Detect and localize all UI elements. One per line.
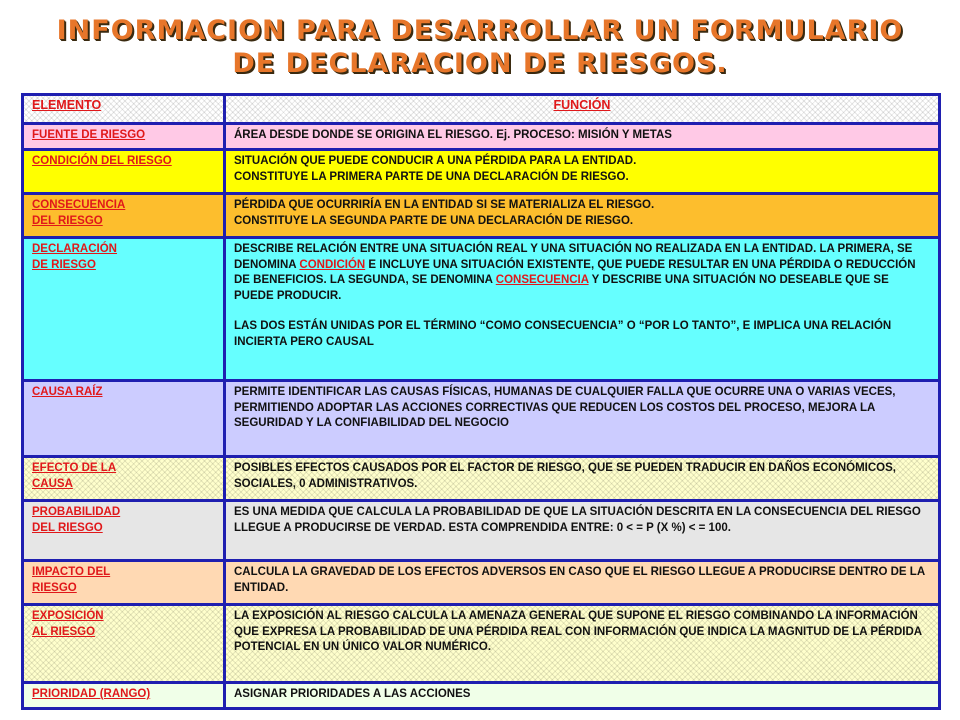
condicion-highlight: CONDICIÓN — [299, 258, 366, 271]
row-text-causa-raiz: PERMITE IDENTIFICAR LAS CAUSAS FÍSICAS, HUMANAS DE CUALQUIER FALLA QUE OCURRE UNA O VARIAS VECES, PERMITIENDO ADOPTAR LAS ACCIONES CORRECTIVAS QUE REDUCEN LOS COSTOS DEL PROCESO, MEJORA LA SEGURIDAD Y LA CONFIABILIDAD DEL NEGOCIO — [225, 381, 940, 457]
consecuencia-highlight: CONSECUENCIA — [495, 274, 589, 286]
row-label-fuente: FUENTE DE RIESGO — [23, 124, 225, 150]
page-title — [0, 14, 960, 80]
row-label-causa-raiz: CAUSA RAÍZ — [23, 381, 225, 457]
row-text-prioridad: ASIGNAR PRIORIDADES A LAS ACCIONES — [225, 683, 940, 709]
row-text-condicion: SITUACIÓN QUE PUEDE CONDUCIR A UNA PÉRDIDA PARA LA ENTIDAD. CONSTITUYE LA PRIMERA PARTE DE UNA DECLARACIÓN DE RIESGO. — [225, 150, 940, 194]
table-row — [23, 501, 940, 561]
row-text-impacto: CALCULA LA GRAVEDAD DE LOS EFECTOS ADVERSOS EN CASO QUE EL RIESGO LLEGUE A PRODUCIRSE DENTRO DE LA ENTIDAD. — [225, 561, 940, 605]
table-row — [23, 194, 940, 238]
table-row — [23, 238, 940, 381]
declaracion-paragraph-1 — [234, 242, 930, 304]
row-label-impacto: IMPACTO DEL RIESGO — [23, 561, 225, 605]
row-text-exposicion: LA EXPOSICIÓN AL RIESGO CALCULA LA AMENAZA GENERAL QUE SUPONE EL RIESGO COMBINANDO LA INFORMACIÓN QUE EXPRESA LA PROBABILIDAD DE UNA PÉRDIDA REAL CON INFORMACIÓN QUE INDICA LA MAGNITUD DE LA PÉRDIDA POTENCIAL EN UN ÚNICO VALOR NUMÉRICO. — [225, 605, 940, 683]
table-row — [23, 561, 940, 605]
row-text-fuente: ÁREA DESDE DONDE SE ORIGINA EL RIESGO. Ej. PROCESO: MISIÓN Y METAS — [225, 124, 940, 150]
row-text-efecto: POSIBLES EFECTOS CAUSADOS POR EL FACTOR DE RIESGO, QUE SE PUEDEN TRADUCIR EN DAÑOS ECONÓMICOS, SOCIALES, 0 ADMINISTRATIVOS. — [225, 457, 940, 501]
declaracion-text-part-1: DESCRIBE RELACIÓN ENTRE UNA SITUACIÓN REAL Y UNA SITUACIÓN NO REALIZADA EN LA ENTIDAD. LA PRIMERA, SE DENOMINA — [234, 243, 913, 271]
row-label-probabilidad: PROBABILIDAD DEL RIESGO — [23, 501, 225, 561]
header-funcion: FUNCIÓN — [225, 95, 940, 124]
row-label-prioridad: PRIORIDAD (RANGO) — [23, 683, 225, 709]
declaracion-text-part-3: Y DESCRIBE UNA SITUACIÓN NO DESEABLE QUE SE PUEDE PRODUCIR. — [234, 274, 889, 302]
row-label-declaracion: DECLARACIÓN DE RIESGO — [23, 238, 225, 381]
row-text-probabilidad: ES UNA MEDIDA QUE CALCULA LA PROBABILIDAD DE QUE LA SITUACIÓN DESCRITA EN LA CONSECUENCIA DEL RIESGO LLEGUE A PRODUCIRSE DE VERDAD. ESTA COMPRENDIDA ENTRE: 0 < = P (X %) < = 100. — [225, 501, 940, 561]
table-header-row — [23, 95, 940, 124]
header-elemento: ELEMENTO — [23, 95, 225, 124]
table-row — [23, 150, 940, 194]
row-text-declaracion — [225, 238, 940, 381]
table-row — [23, 124, 940, 150]
declaracion-text-part-2: E INCLUYE UNA SITUACIÓN EXISTENTE, QUE PUEDE RESULTAR EN UNA PÉRDIDA O REDUCCIÓN DE BENEFICIOS. LA SEGUNDA, SE DENOMINA — [234, 258, 916, 286]
row-label-efecto: EFECTO DE LA CAUSA — [23, 457, 225, 501]
risk-info-table — [21, 93, 941, 710]
table-row — [23, 381, 940, 457]
declaracion-paragraph-2: LAS DOS ESTÁN UNIDAS POR EL TÉRMINO “COMO CONSECUENCIA” O “POR LO TANTO”, E IMPLICA UNA RELACIÓN INCIERTA PERO CAUSAL — [234, 320, 892, 348]
table-row — [23, 457, 940, 501]
row-label-consecuencia: CONSECUENCIA DEL RIESGO — [23, 194, 225, 238]
table-row — [23, 683, 940, 709]
row-text-consecuencia: PÉRDIDA QUE OCURRIRÍA EN LA ENTIDAD SI SE MATERIALIZA EL RIESGO. CONSTITUYE LA SEGUNDA PARTE DE UNA DECLARACIÓN DE RIESGO. — [225, 194, 940, 238]
title-line-1: INFORMACION PARA DESARROLLAR UN FORMULARIO — [56, 15, 904, 46]
title-line-2: DE DECLARACION DE RIESGOS. — [232, 48, 728, 79]
row-label-exposicion: EXPOSICIÓN AL RIESGO — [23, 605, 225, 683]
row-label-condicion: CONDICIÓN DEL RIESGO — [23, 150, 225, 194]
table-row — [23, 605, 940, 683]
